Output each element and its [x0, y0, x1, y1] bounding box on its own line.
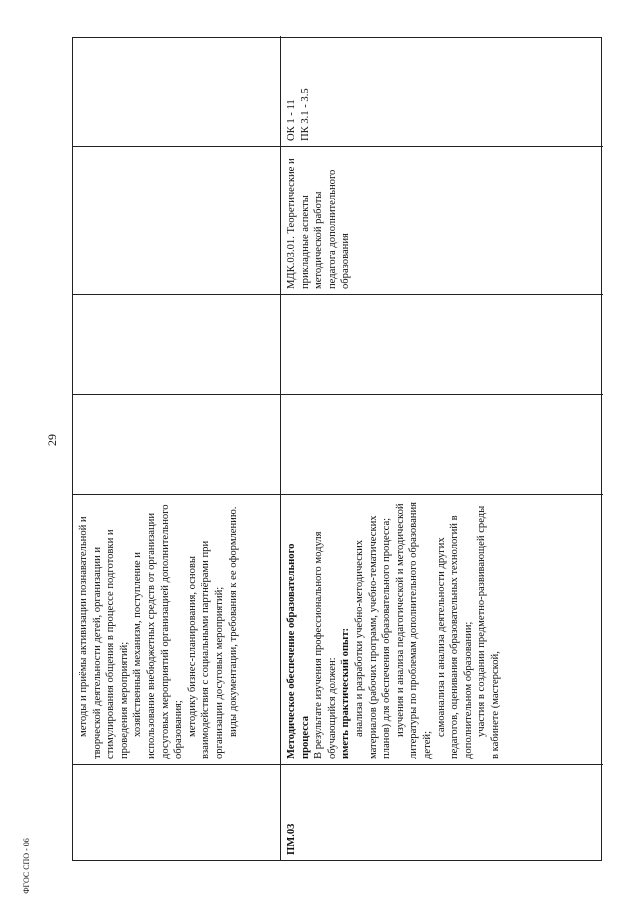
row1-col6-cell: [73, 36, 281, 146]
module-title: Методическое обеспечение образовательного процесса: [286, 543, 311, 759]
row1-paragraph-2: хозяйственный механизм, поступление и использование внебюджетных средств от организации досуговых мероприятий организацией дополнительного образования;: [132, 504, 185, 759]
row1-col4-cell: [73, 294, 281, 394]
module-intro: В результате изучения профессионального модуля обучающийся должен:: [313, 531, 338, 759]
row1-paragraph-1: методы и приёмы активизации познавательной и творческой деятельности детей, организации и стимулирования общения в процессе подготовки и проведения мероприятий;: [78, 516, 130, 759]
row1-code-cell: [73, 764, 281, 860]
module-experience-label: иметь практический опыт:: [340, 627, 352, 759]
row2-col4-cell: [281, 294, 603, 394]
mdk-cell: МДК.03.01. Теоретические и прикладные аспекты методической работы педагога дополнительного образования: [281, 146, 603, 294]
module-item-3: самоанализа и анализа деятельности других педагогов, оценивания образовательных технологий в дополнительном образовании;: [435, 515, 474, 759]
module-item-1: анализа и разработки учебно-методических материалов (рабочих программ, учебно-тематических планов) для обеспечения образовательного процесса;: [353, 515, 393, 759]
row1-col3-cell: [73, 394, 281, 494]
curriculum-table: [72, 37, 602, 861]
module-code: ПМ.03: [281, 764, 603, 860]
competencies-cell: ОК 1 - 11 ПК 3.1 - 3.5: [286, 88, 311, 141]
row2-col3-cell: [281, 394, 603, 494]
row1-content-cell: [73, 494, 281, 764]
row1-col5-cell: [73, 146, 281, 294]
table-rotation-frame: [72, 37, 602, 861]
module-item-2: изучения и анализа педагогической и методической литературы по проблемам дополнительного образования детей;: [394, 501, 433, 759]
page-number: 29: [45, 434, 59, 446]
module-item-4: участия в создании предметно-развивающей среды в кабинете (мастерской,: [476, 505, 501, 759]
module-content-cell: [281, 494, 603, 764]
row1-paragraph-4: виды документации, требования к ее оформлению.: [227, 506, 239, 737]
row1-paragraph-3: методику бизнес-планирования, основы взаимодействия с социальными партнёрами при организации досуговых мероприятий;: [186, 540, 225, 759]
footer-label: ФГОС СПО - 06: [22, 838, 31, 894]
